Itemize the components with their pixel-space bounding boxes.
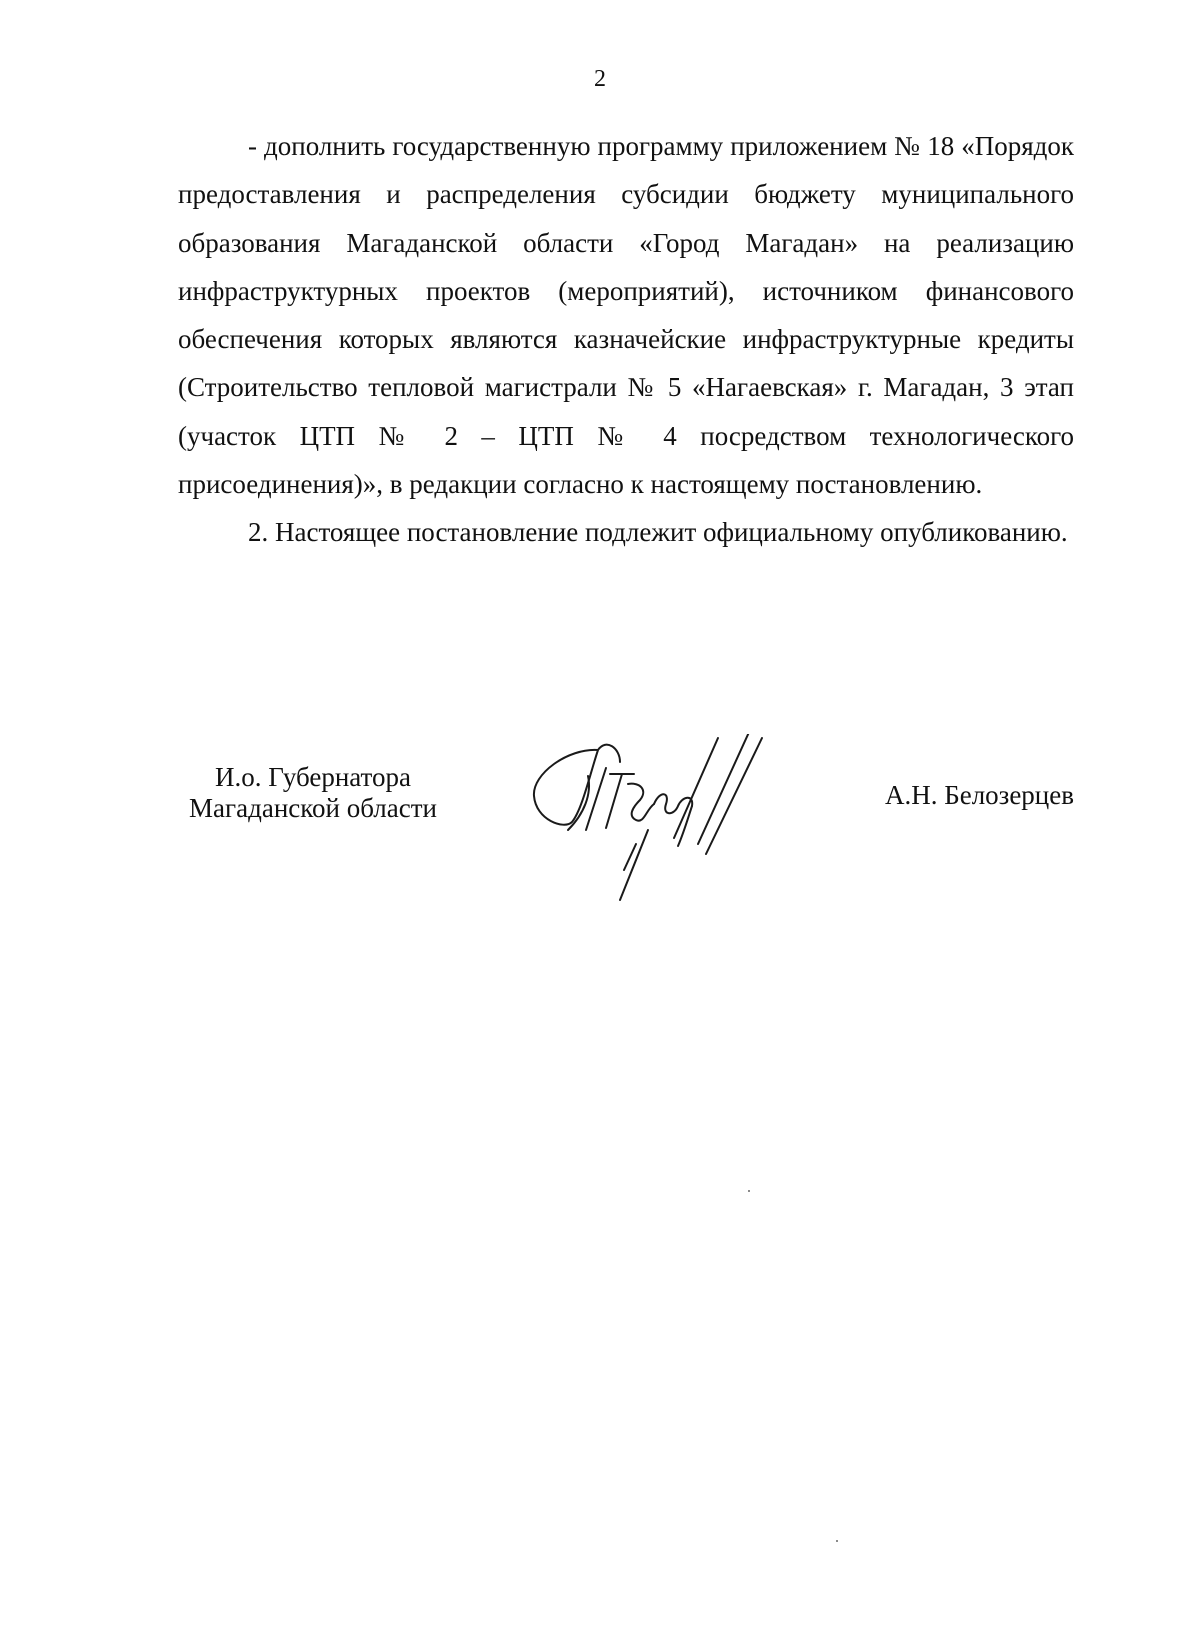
signatory-title bbox=[178, 762, 448, 824]
signatory-name: А.Н. Белозерцев bbox=[884, 780, 1074, 810]
scan-speck bbox=[836, 1540, 838, 1542]
signatory-title-line-1: И.о. Губернатора bbox=[214, 762, 411, 792]
paragraph-amendment: - дополнить государственную программу приложением № 18 «Порядок предоставления и распределения субсидии бюджету муниципального образования Магаданской области «Город Магадан» на реализацию инфраструктурных проектов (мероприятий), источником финансового обеспечения которых являются казначейские инфраструктурные кредиты (Строительство тепловой магистрали № 5 «Нагаевская» г. Магадан, 3 этап (участок ЦТП № 2 – ЦТП № 4 посредством технологического присоединения)», в редакции согласно к настоящему постановлению. bbox=[178, 131, 1074, 500]
document-body bbox=[178, 122, 1074, 557]
paragraph-publication: 2. Настоящее постановление подлежит официальному опубликованию. bbox=[248, 517, 1068, 548]
signature-block bbox=[178, 762, 1074, 962]
handwritten-signature bbox=[528, 734, 788, 944]
scan-speck bbox=[748, 1190, 750, 1192]
page-number: 2 bbox=[594, 66, 606, 92]
signatory-title-line-2: Магаданской области bbox=[189, 793, 437, 823]
